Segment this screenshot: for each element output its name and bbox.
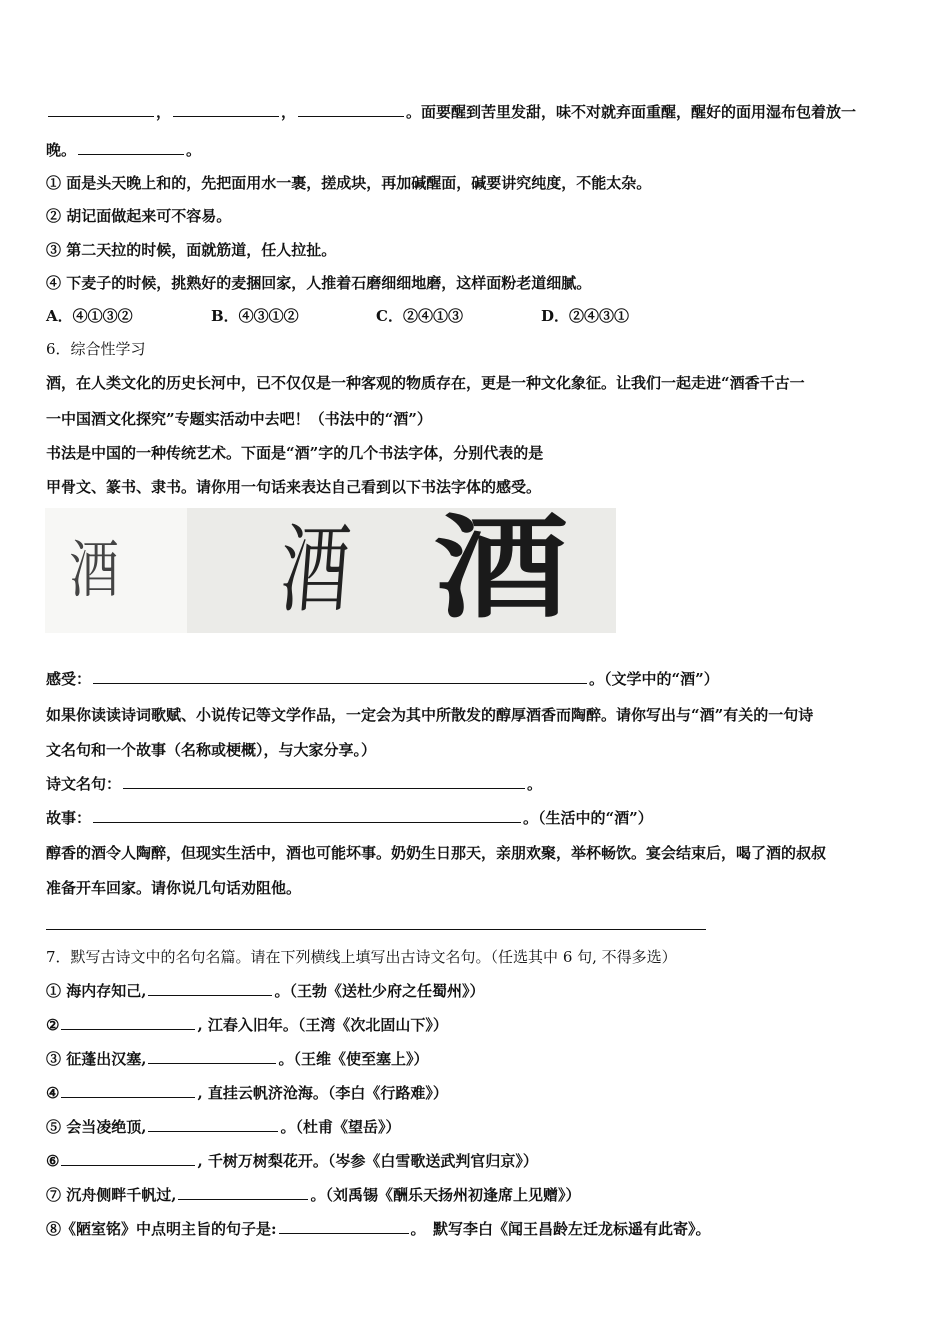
persuasion-answer-line[interactable] [46, 929, 706, 930]
answer-blank[interactable] [78, 140, 184, 155]
answer-blank[interactable] [148, 981, 272, 996]
q6-intro-1: 酒，在人类文化的历史长河中，已不仅仅是一种客观的物质存在，更是一种文化象征。让我们一起走进“酒香千古一 [46, 374, 805, 392]
q7-item-1: ① 海内存知己, 。（王勃《送杜少府之任蜀州》） [46, 982, 485, 1000]
q6-lit-1: 如果你读读诗词歌赋、小说传记等文学作品，一定会为其中所散发的醇厚酒香而陶醉。请你写出与“酒”有关的一句诗 [46, 706, 814, 724]
answer-blank[interactable] [61, 1151, 195, 1166]
q6-title: 6．综合性学习 [46, 340, 146, 358]
feeling-line: 感受： 。（文学中的“酒”） [46, 670, 719, 688]
q5-line-1: ， ， 。面要醒到苦里发甜，味不对就弃面重醒，醒好的面用湿布包着放一 [46, 102, 856, 122]
option-a[interactable]: A．④①③② [46, 307, 133, 325]
clerical-script-jiu-glyph: 酒 [433, 508, 569, 633]
feeling-input[interactable] [93, 669, 587, 684]
q6-lit-2: 文名句和一个故事（名称或梗概），与大家分享。） [46, 741, 377, 759]
q6-intro-2: 一中国酒文化探究”专题实活动中去吧！（书法中的“酒”） [46, 410, 432, 428]
q6-intro-3: 书法是中国的一种传统艺术。下面是“酒”字的几个书法字体，分别代表的是 [46, 444, 544, 462]
q5-item-3: ③ 第二天拉的时候，面就筋道，任人拉扯。 [46, 241, 337, 259]
option-b[interactable]: B．④③①② [211, 307, 299, 325]
q5-options [46, 306, 661, 326]
answer-blank[interactable] [48, 102, 154, 117]
calligraphy-image [45, 508, 616, 633]
q5-item-4: ④ 下麦子的时候，挑熟好的麦捆回家，人推着石磨细细地磨，这样面粉老道细腻。 [46, 274, 592, 292]
q6-life-1: 醇香的酒令人陶醉，但现实生活中，酒也可能坏事。奶奶生日那天，亲朋欢聚，举杯畅饮。宴会结束后，喝了酒的叔叔 [46, 844, 827, 862]
poem-input[interactable] [123, 774, 525, 789]
q5-item-2: ② 胡记面做起来可不容易。 [46, 207, 232, 225]
option-c[interactable]: C．②④①③ [376, 307, 463, 325]
answer-blank[interactable] [61, 1083, 195, 1098]
q6-intro-4: 甲骨文、篆书、隶书。请你用一句话来表达自己看到以下书法字体的感受。 [46, 478, 542, 496]
q5-line1-text: 。面要醒到苦里发甜，味不对就弃面重醒，醒好的面用湿布包着放一 [406, 103, 857, 121]
answer-blank[interactable] [61, 1015, 195, 1030]
answer-blank[interactable] [148, 1049, 276, 1064]
answer-blank[interactable] [178, 1185, 308, 1200]
q7-item-2: ② , 江春入旧年。（王湾《次北固山下》） [46, 1016, 448, 1034]
story-line: 故事： 。（生活中的“酒”） [46, 809, 653, 827]
q7-item-4: ④ , 直挂云帆济沧海。（李白《行路难》） [46, 1084, 448, 1102]
answer-blank[interactable] [148, 1117, 278, 1132]
q7-item-5: ⑤ 会当凌绝顶, 。（杜甫《望岳》） [46, 1118, 401, 1136]
q5-line-2: 晚。 。 [46, 141, 202, 159]
oracle-bone-jiu-glyph: 酒 [69, 533, 119, 606]
answer-blank[interactable] [298, 102, 404, 117]
poem-line: 诗文名句： 。 [46, 775, 543, 793]
q6-life-2: 准备开车回家。请你说几句话劝阻他。 [46, 879, 302, 897]
option-d[interactable]: D．②④③① [541, 307, 630, 325]
answer-blank[interactable] [279, 1219, 409, 1234]
seal-script-jiu-glyph: 酒 [276, 514, 354, 626]
q7-item-6: ⑥ , 千树万树梨花开。（岑参《白雪歌送武判官归京》） [46, 1152, 538, 1170]
answer-blank[interactable] [173, 102, 279, 117]
story-input[interactable] [93, 808, 521, 823]
q7-item-3: ③ 征蓬出汉塞, 。（王维《使至塞上》） [46, 1050, 429, 1068]
q7-item-7: ⑦ 沉舟侧畔千帆过, 。（刘禹锡《酬乐天扬州初逢席上见赠》） [46, 1186, 581, 1204]
q5-item-1: ① 面是头天晚上和的，先把面用水一裹，搓成块，再加碱醒面，碱要讲究纯度，不能太杂。 [46, 174, 652, 192]
q7-item-8: ⑧《陋室铭》中点明主旨的句子是: 。 默写李白《闻王昌龄左迁龙标遥有此寄》。 [46, 1220, 711, 1238]
q7-title: 7．默写古诗文中的名句名篇。请在下列横线上填写出古诗文名句。（任选其中 6 句, 不得多选） [46, 948, 677, 966]
